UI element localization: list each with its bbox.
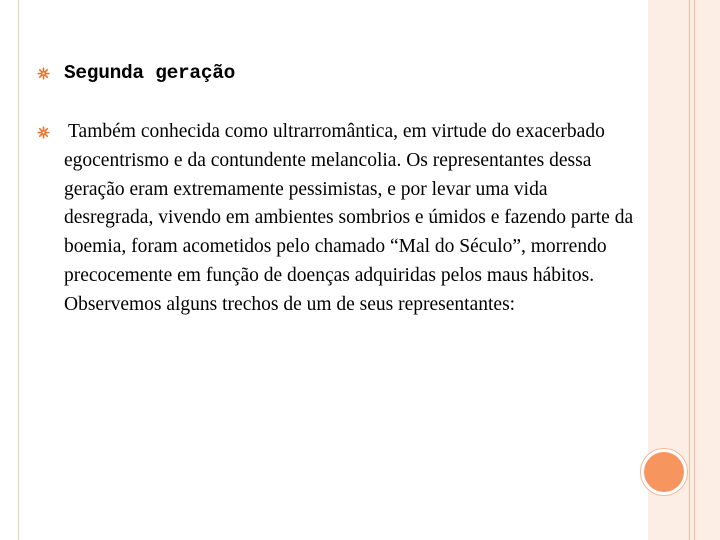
decorative-band-line xyxy=(694,0,695,540)
left-frame-line xyxy=(18,0,19,540)
heading-text: Segunda geração xyxy=(64,62,236,84)
slide-content xyxy=(34,58,634,320)
decorative-circle xyxy=(644,452,684,492)
decorative-band-line xyxy=(689,0,690,540)
bullet-paragraph xyxy=(34,118,634,320)
paragraph-text: Também conhecida como ultrarromântica, em virtude do exacerbado egocentrismo e da contundente melancolia. Os representantes dessa geração eram extremamente pessimistas, e por levar uma vida desregrada, vivendo em ambientes sombrios e úmidos e fazendo parte da boemia, foram acometidos pelo chamado “Mal do Século”, morrendo precocemente em função de doenças adquiridas pelos maus hábitos. Observemos alguns trechos de um de seus representantes: xyxy=(64,121,634,315)
bullet-heading xyxy=(34,58,634,88)
bullet-icon xyxy=(37,67,50,80)
bullet-icon xyxy=(37,126,50,139)
